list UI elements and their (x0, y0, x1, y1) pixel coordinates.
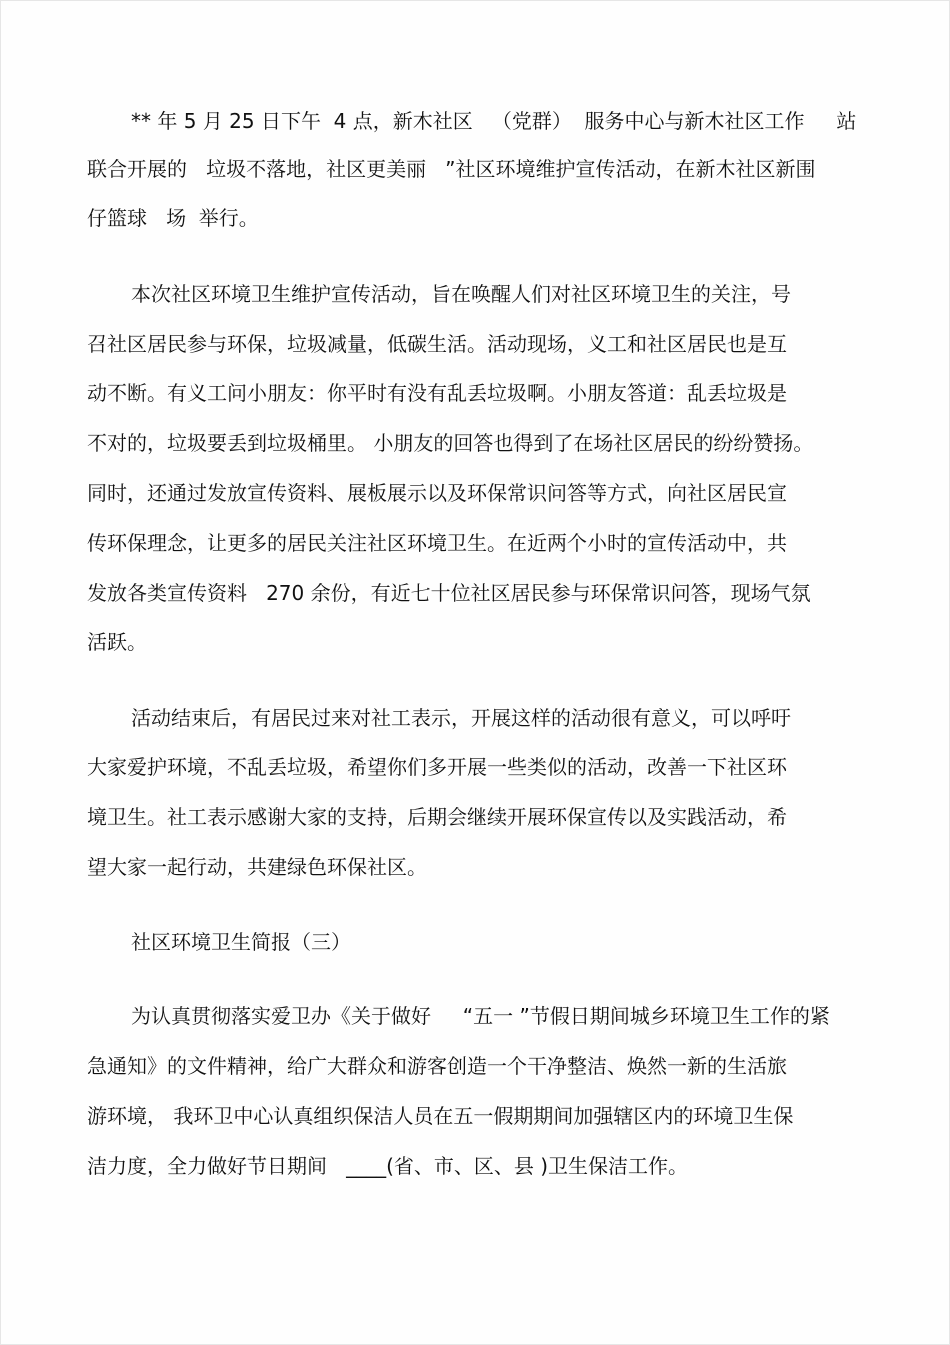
paragraph-3-line-4: 望大家一起行动，共建绿色环保社区。 (87, 855, 427, 879)
paragraph-4-line-1: 为认真贯彻落实爱卫办《关于做好 “五一 ”节假日期间城乡环境卫生工作的紧 (131, 1004, 830, 1028)
paragraph-2-line-4: 不对的，垃圾要丢到垃圾桶里。 小朋友的回答也得到了在场社区居民的纷纷赞扬。 (87, 431, 814, 455)
paragraph-2-line-6: 传环保理念，让更多的居民关注社区环境卫生。在近两个小时的宣传活动中，共 (87, 531, 787, 555)
paragraph-4-line-2: 急通知》的文件精神，给广大群众和游客创造一个干净整洁、焕然一新的生活旅 (87, 1054, 787, 1078)
paragraph-4-line-4: 洁力度，全力做好节日期间 ____(省、市、区、县 )卫生保洁工作。 (87, 1154, 689, 1178)
section-heading: 社区环境卫生简报（三） (131, 930, 351, 954)
paragraph-1-line-1: ** 年 5 月 25 日下午 4 点，新木社区 （党群） 服务中心与新木社区工作 站 (131, 109, 857, 133)
paragraph-2-line-1: 本次社区环境卫生维护宣传活动，旨在唤醒人们对社区环境卫生的关注，号 (131, 282, 791, 306)
paragraph-1-line-3: 仔篮球 场 举行。 (87, 206, 259, 230)
paragraph-4-line-3: 游环境， 我环卫中心认真组织保洁人员在五一假期期间加强辖区内的环境卫生保 (87, 1104, 794, 1128)
paragraph-2-line-8: 活跃。 (87, 630, 147, 654)
paragraph-3-line-2: 大家爱护环境，不乱丢垃圾，希望你们多开展一些类似的活动，改善一下社区环 (87, 755, 787, 779)
paragraph-2-line-7: 发放各类宣传资料 270 余份，有近七十位社区居民参与环保常识问答，现场气氛 (87, 581, 811, 605)
paragraph-3-line-1: 活动结束后，有居民过来对社工表示，开展这样的活动很有意义，可以呼吁 (131, 706, 791, 730)
paragraph-3-line-3: 境卫生。社工表示感谢大家的支持，后期会继续开展环保宣传以及实践活动，希 (87, 805, 787, 829)
paragraph-2-line-2: 召社区居民参与环保，垃圾减量，低碳生活。活动现场，义工和社区居民也是互 (87, 332, 787, 356)
paragraph-2-line-3: 动不断。有义工问小朋友：你平时有没有乱丢垃圾啊。小朋友答道：乱丢垃圾是 (87, 381, 787, 405)
paragraph-2-line-5: 同时，还通过发放宣传资料、展板展示以及环保常识问答等方式，向社区居民宣 (87, 481, 787, 505)
paragraph-1-line-2: 联合开展的 垃圾不落地，社区更美丽 ”社区环境维护宣传活动，在新木社区新围 (87, 157, 816, 181)
